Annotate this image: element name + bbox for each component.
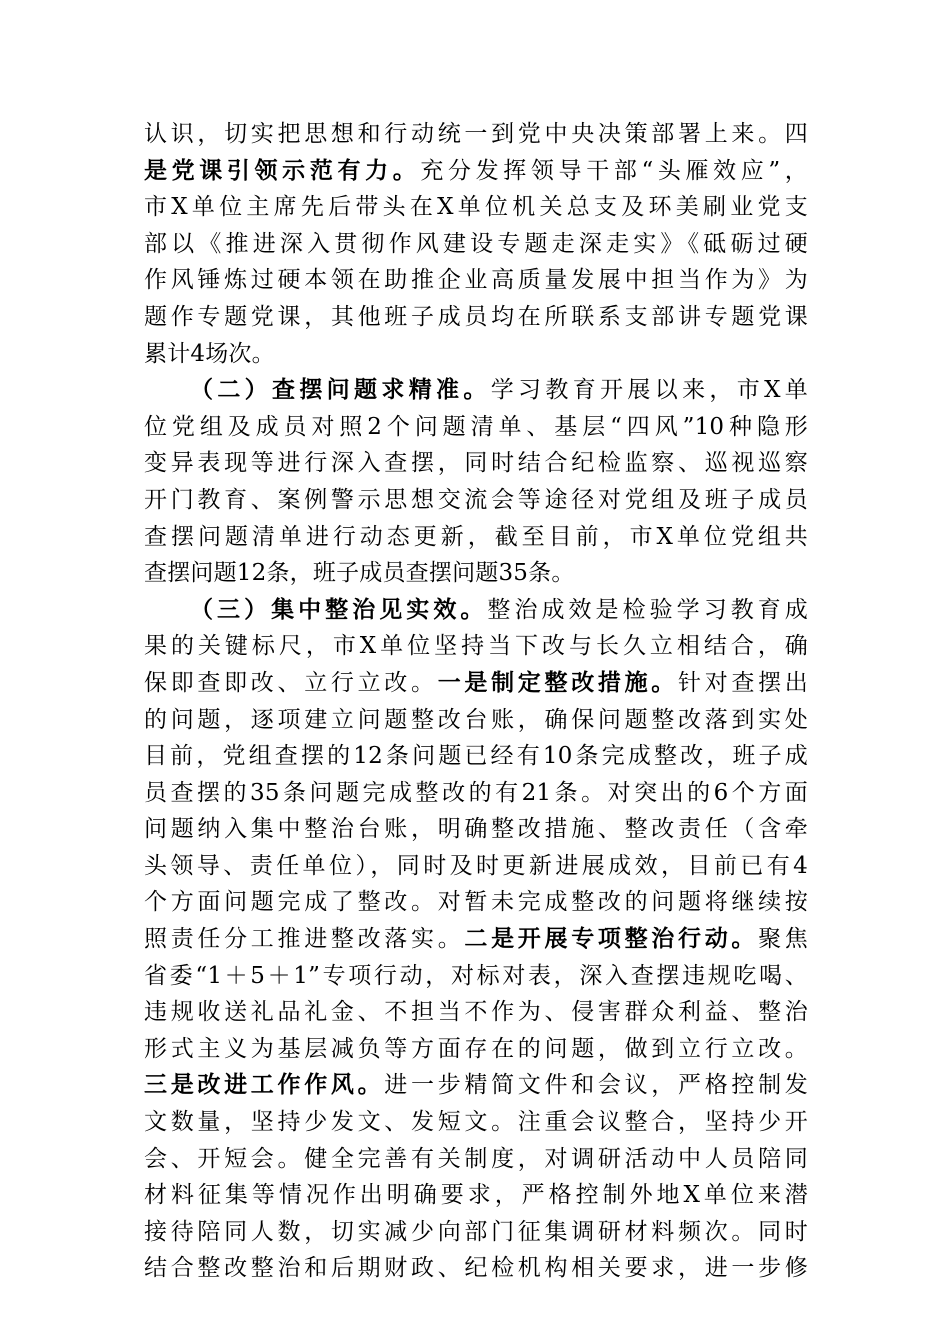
text-run: 作风锤炼过硬本领在助推企业高质量发展中担当作为》为 xyxy=(144,267,808,294)
text-line xyxy=(144,884,808,921)
text-line xyxy=(144,702,808,739)
text-line xyxy=(144,116,808,153)
text-run: 果的关键标尺，市X单位坚持当下改与长久立相结合，确 xyxy=(144,633,808,660)
text-run: 位党组及成员对照2个问题清单、基层“四风”10种隐形 xyxy=(144,413,808,440)
text-run: 违规收送礼品礼金、不担当不作为、侵害群众利益、整治 xyxy=(144,999,808,1026)
text-run: 会、开短会。健全完善有关制度，对调研活动中人员陪同 xyxy=(144,1145,808,1172)
text-run: 变异表现等进行深入查摆，同时结合纪检监察、巡视巡察 xyxy=(144,450,808,477)
text-line xyxy=(144,1177,808,1214)
text-line xyxy=(144,738,808,775)
text-run: 查摆问题清单进行动态更新，截至目前，市X单位党组共 xyxy=(144,523,808,550)
bold-phrase: 二是开展专项整治行动。 xyxy=(464,925,759,953)
text-run: 照责任分工推进整改落实。 xyxy=(144,926,465,953)
text-run: 进一步精简文件和会议，严格控制发 xyxy=(384,1072,808,1099)
text-line xyxy=(144,1104,808,1141)
text-run: 文数量，坚持少发文、发短文。注重会议整合，坚持少开 xyxy=(144,1109,808,1136)
text-line xyxy=(144,628,808,665)
text-line xyxy=(144,848,808,885)
text-line xyxy=(144,775,808,812)
text-line xyxy=(144,1250,808,1287)
bold-phrase: （三）集中整治见实效。 xyxy=(190,595,488,623)
text-line xyxy=(144,226,808,263)
text-run: 形式主义为基层减负等方面存在的问题，做到立行立改。 xyxy=(144,1035,808,1062)
text-line xyxy=(144,336,808,373)
text-line xyxy=(144,299,808,336)
text-line xyxy=(144,409,808,446)
text-run: 查摆问题12条，班子成员查摆问题35条。 xyxy=(144,560,575,587)
text-line xyxy=(144,519,808,556)
text-line xyxy=(144,372,808,409)
text-run: 部以《推进深入贯彻作风建设专题走深走实》《砥砺过硬 xyxy=(144,230,808,257)
text-run: 员查摆的35条问题完成整改的有21条。对突出的6个方面 xyxy=(144,779,808,806)
text-line xyxy=(144,811,808,848)
text-run: 开门教育、案例警示思想交流会等途径对党组及班子成员 xyxy=(144,486,808,513)
text-run: 累计4场次。 xyxy=(144,340,275,367)
text-run: 保即查即改、立行立改。 xyxy=(144,669,438,696)
text-run: 问题纳入集中整治台账，明确整改措施、整改责任（含牵 xyxy=(144,816,808,843)
text-line xyxy=(144,994,808,1031)
text-line xyxy=(144,665,808,702)
text-run: 充分发挥领导干部“头雁效应”， xyxy=(420,157,808,184)
bold-phrase: （二）查摆问题求精准。 xyxy=(190,376,491,404)
text-line xyxy=(144,1031,808,1068)
text-line xyxy=(144,482,808,519)
text-run: 题作专题党课，其他班子成员均在所联系支部讲专题党课 xyxy=(144,303,808,330)
text-line xyxy=(144,921,808,958)
text-run: 结合整改整治和后期财政、纪检机构相关要求，进一步修 xyxy=(144,1255,808,1282)
text-run: 聚焦 xyxy=(758,926,808,953)
text-run: 的问题，逐项建立问题整改台账，确保问题整改落到实处 xyxy=(144,706,808,733)
text-run: 材料征集等情况作出明确要求，严格控制外地X单位来潜 xyxy=(144,1182,808,1209)
text-line xyxy=(144,1141,808,1178)
text-line xyxy=(144,445,808,482)
text-line xyxy=(144,555,808,592)
text-run: 头领导、责任单位），同时及时更新进展成效，目前已有4 xyxy=(144,852,808,879)
text-line xyxy=(144,1067,808,1104)
bold-phrase: 三是改进工作作风。 xyxy=(144,1071,385,1099)
text-run: 学习教育开展以来，市X单 xyxy=(490,377,808,404)
text-run: 市X单位主席先后带头在X单位机关总支及环美刷业党支 xyxy=(144,194,808,221)
text-line xyxy=(144,1214,808,1251)
bold-phrase: 一是制定整改措施。 xyxy=(437,668,678,696)
text-run: 针对查摆出 xyxy=(678,669,808,696)
text-run: 认识，切实把思想和行动统一到党中央决策部署上来。四 xyxy=(144,121,808,147)
text-run: 个方面问题完成了整改。对暂未完成整改的问题将继续按 xyxy=(144,889,808,916)
text-line xyxy=(144,592,808,629)
text-run: 省委“1＋5＋1”专项行动，对标对表，深入查摆违规吃喝、 xyxy=(144,962,808,989)
text-run: 整治成效是检验学习教育成 xyxy=(487,596,808,623)
text-run: 目前，党组查摆的12条问题已经有10条完成整改，班子成 xyxy=(144,743,808,770)
text-line xyxy=(144,153,808,190)
text-run: 接待陪同人数，切实减少向部门征集调研材料频次。同时 xyxy=(144,1218,808,1245)
text-line xyxy=(144,189,808,226)
text-line xyxy=(144,958,808,995)
bold-phrase: 是党课引领示范有力。 xyxy=(144,156,421,184)
text-line xyxy=(144,262,808,299)
body-text xyxy=(144,116,808,1287)
